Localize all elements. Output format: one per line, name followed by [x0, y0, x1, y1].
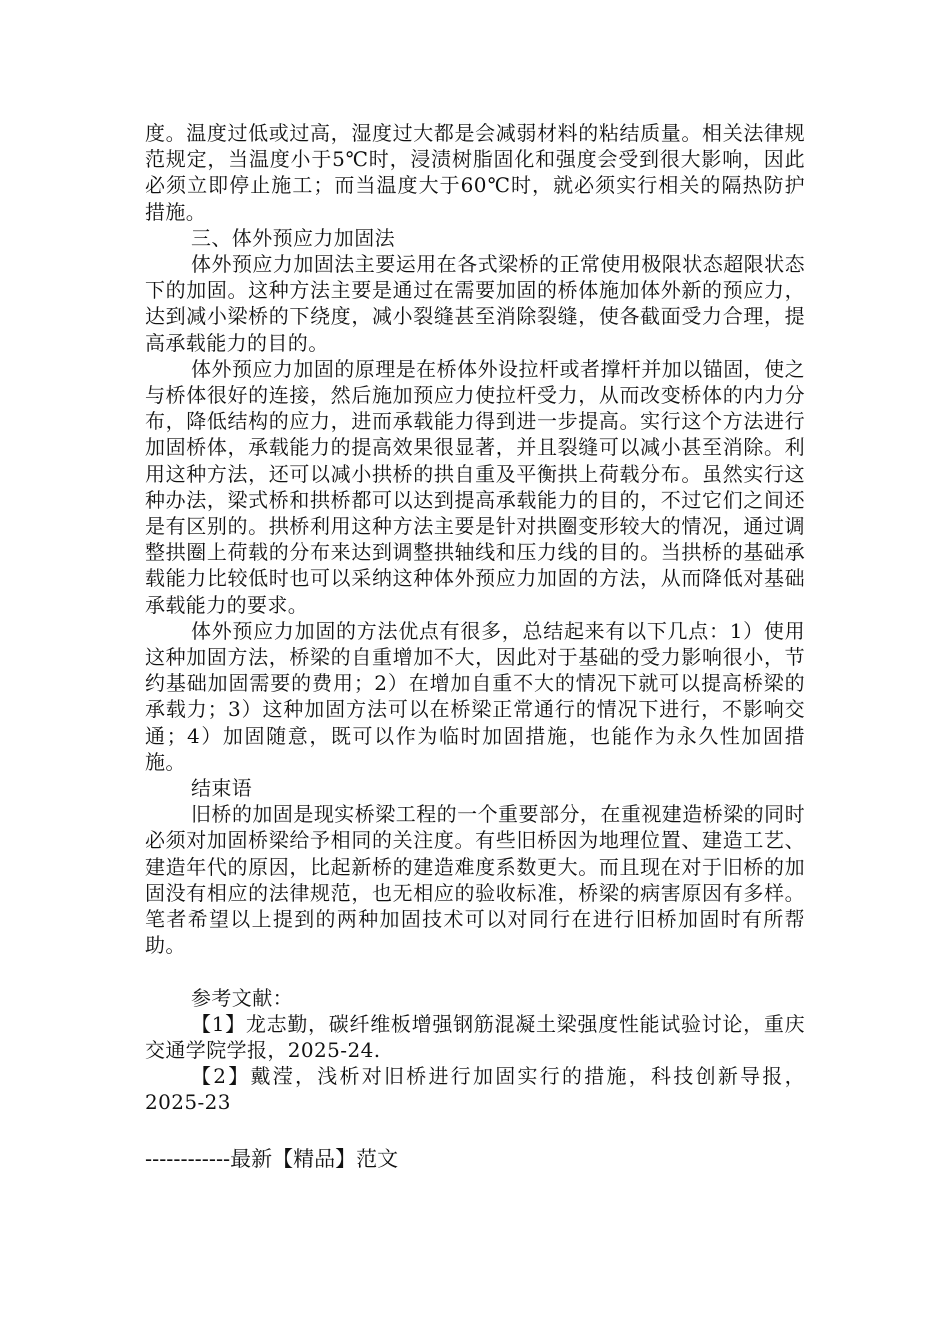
paragraph: 体外预应力加固的方法优点有很多，总结起来有以下几点：1）使用这种加固方法，桥梁的自重增加不大，因此对于基础的受力影响很小，节约基础加固需要的费用；2）在增加自重不大的情况下就可以提高桥梁的承载力；3）这种加固方法可以在桥梁正常通行的情况下进行，不影响交通；4）加固随意，既可以作为临时加固措施，也能作为永久性加固措施。 — [145, 618, 805, 774]
references-title: 参考文献： — [191, 985, 293, 1010]
document-body — [145, 120, 805, 1116]
paragraph: 旧桥的加固是现实桥梁工程的一个重要部分，在重视建造桥梁的同时必须对加固桥梁给予相同的关注度。有些旧桥因为地理位置、建造工艺、建造年代的原因，比起新桥的建造难度系数更大。而且现在对于旧桥的加固没有相应的法律规范，也无相应的验收标准，桥梁的病害原因有多样。笔者希望以上提到的两种加固技术可以对同行在进行旧桥加固时有所帮助。 — [145, 802, 805, 958]
reference-item: 【1】龙志勤，碳纤维板增强钢筋混凝土梁强度性能试验讨论，重庆交通学院学报，2025-24. — [145, 1011, 805, 1062]
paragraph: 体外预应力加固法主要运用在各式梁桥的正常使用极限状态超限状态下的加固。这种方法主要是通过在需要加固的桥体施加体外新的预应力，达到减小梁桥的下绕度，减小裂缝甚至消除裂缝，使各截面受力合理，提高承载能力的目的。 — [145, 252, 805, 355]
footer-text: ------------最新【精品】范文 — [145, 1147, 399, 1171]
spacer — [145, 959, 805, 985]
conclusion-heading: 结束语 — [191, 776, 253, 801]
section-heading: 三、体外预应力加固法 — [191, 225, 395, 250]
paragraph-continuation: 度。温度过低或过高，湿度过大都是会减弱材料的粘结质量。相关法律规范规定，当温度小于5℃时，浸渍树脂固化和强度会受到很大影响，因此必须立即停止施工；而当温度大于60℃时，就必须实行相关的隔热防护措施。 — [145, 121, 805, 224]
paragraph: 体外预应力加固的原理是在桥体外设拉杆或者撑杆并加以锚固，使之与桥体很好的连接，然后施加预应力使拉杆受力，从而改变桥体的内力分布，降低结构的应力，进而承载能力得到进一步提高。实行这个方法进行加固桥体，承载能力的提高效果很显著，并且裂缝可以减小甚至消除。利用这种方法，还可以减小拱桥的拱自重及平衡拱上荷载分布。虽然实行这种办法，梁式桥和拱桥都可以达到提高承载能力的目的，不过它们之间还是有区别的。拱桥利用这种方法主要是针对拱圈变形较大的情况，通过调整拱圈上荷载的分布来达到调整拱轴线和压力线的目的。当拱桥的基础承载能力比较低时也可以采纳这种体外预应力加固的方法，从而降低对基础承载能力的要求。 — [145, 356, 805, 617]
reference-item: 【2】戴滢，浅析对旧桥进行加固实行的措施，科技创新导报，2025-23 — [145, 1064, 805, 1115]
